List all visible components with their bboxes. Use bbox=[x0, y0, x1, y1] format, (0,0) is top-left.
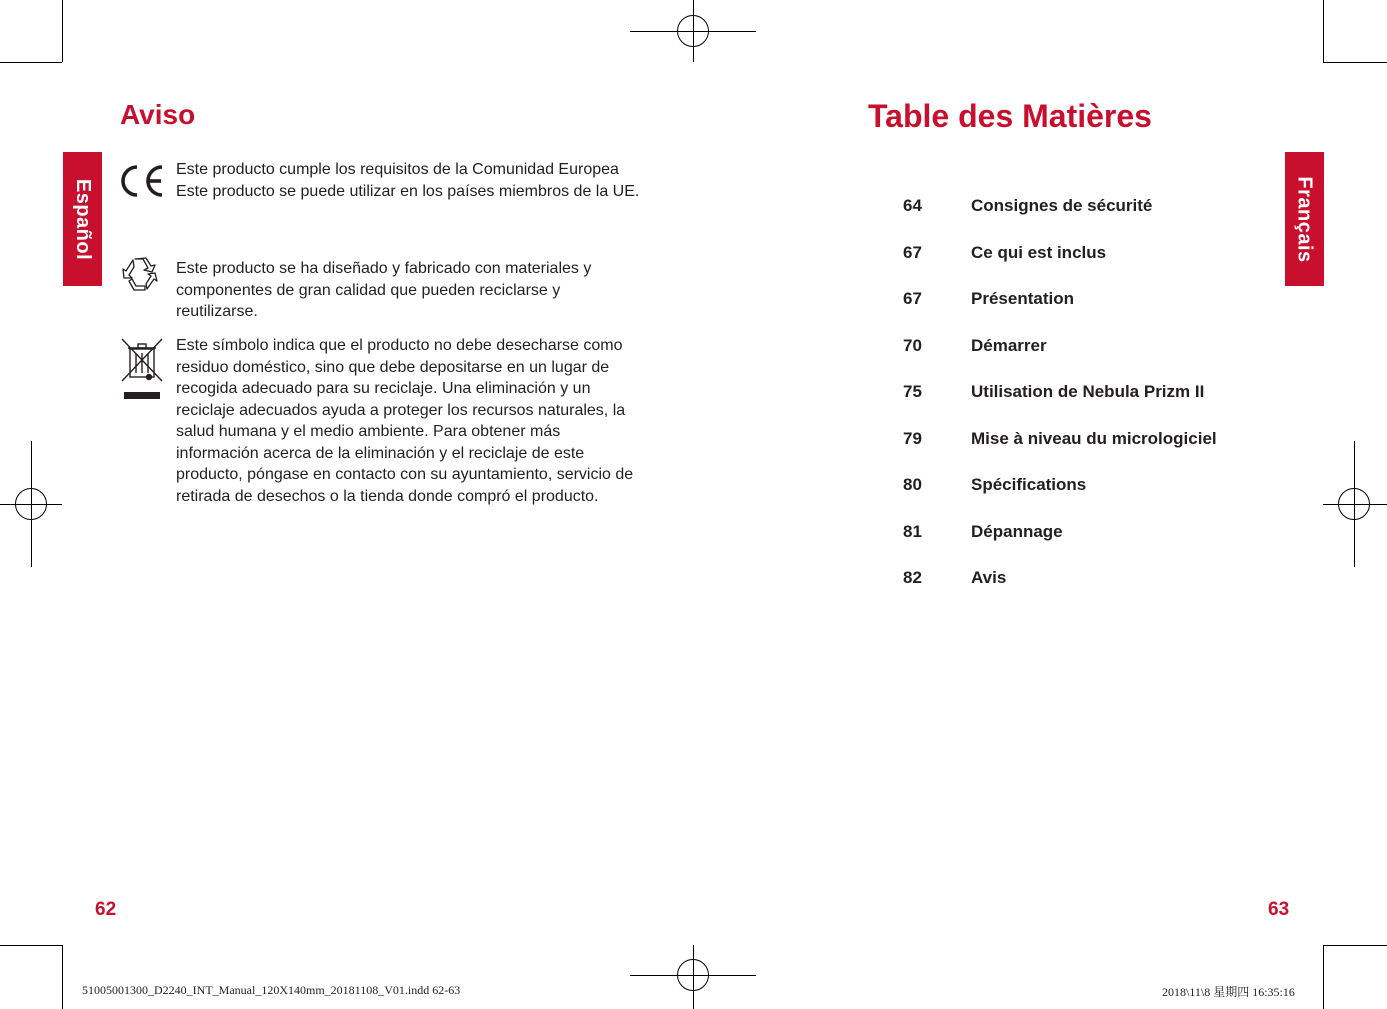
notice-ce bbox=[176, 159, 646, 202]
toc-page-number: 82 bbox=[903, 568, 922, 587]
toc-entry[interactable] bbox=[903, 289, 1217, 336]
notice-paragraph: Este producto se puede utilizar en los países miembros de la UE. bbox=[176, 182, 640, 200]
toc-entry-label: Spécifications bbox=[971, 475, 1087, 494]
table-of-contents bbox=[903, 196, 1217, 615]
crop-mark bbox=[62, 0, 63, 62]
crop-mark bbox=[1323, 62, 1387, 63]
toc-page-number: 64 bbox=[903, 196, 922, 215]
toc-page-number: 70 bbox=[903, 335, 922, 355]
toc-entry-label: Consignes de sécurité bbox=[971, 196, 1153, 215]
crop-mark bbox=[0, 945, 62, 946]
toc-entry-label: Présentation bbox=[971, 289, 1074, 308]
language-tab-espanol bbox=[63, 152, 102, 286]
crop-mark bbox=[0, 62, 62, 63]
notice-paragraph: Este producto cumple los requisitos de la Comunidad Europea bbox=[176, 161, 619, 178]
toc-entry-label: Démarrer bbox=[971, 335, 1047, 355]
crop-mark bbox=[1323, 945, 1324, 1009]
page-title: Aviso bbox=[120, 99, 196, 130]
toc-entry[interactable] bbox=[903, 382, 1217, 429]
toc-entry-label: Utilisation de Nebula Prizm II bbox=[971, 382, 1205, 401]
page-number-right: 63 bbox=[1268, 899, 1290, 920]
toc-page-number: 80 bbox=[903, 475, 922, 494]
toc-page-number: 75 bbox=[903, 382, 922, 401]
toc-entry[interactable] bbox=[903, 475, 1217, 522]
toc-page-number: 67 bbox=[903, 242, 922, 262]
recycle-icon bbox=[120, 256, 158, 297]
notice-paragraph: Este símbolo indica que el producto no debe desecharse como residuo doméstico, sino que debe depositarse en un lugar de recogida adecuado para su reciclaje. Una eliminación y un reciclaje adecuados ayuda a proteger los recursos naturales, la salud humana y el medio ambiente. Para obtener más información acerca de la eliminación y el reciclaje de este producto, póngase en contacto con su ayuntamiento, servicio de retirada de desechos o la tienda donde compró el producto. bbox=[176, 337, 634, 505]
toc-page-number: 81 bbox=[903, 521, 922, 541]
print-slug-timestamp: 2018\11\8 星期四 16:35:16 bbox=[1162, 985, 1295, 999]
toc-page-number: 67 bbox=[903, 289, 922, 308]
weee-bin-icon bbox=[120, 337, 164, 408]
toc-entry[interactable] bbox=[903, 243, 1217, 290]
toc-entry-label: Dépannage bbox=[971, 521, 1063, 541]
print-slug-filename: 51005001300_D2240_INT_Manual_120X140mm_20181108_V01.indd 62-63 bbox=[82, 983, 461, 997]
toc-entry[interactable] bbox=[903, 429, 1217, 476]
crop-mark bbox=[62, 945, 63, 1009]
toc-title: Table des Matières bbox=[868, 98, 1152, 134]
ce-mark-icon bbox=[118, 163, 166, 204]
crop-mark bbox=[1323, 0, 1324, 62]
toc-entry-label: Mise à niveau du micrologiciel bbox=[971, 428, 1217, 448]
toc-entry[interactable] bbox=[903, 522, 1217, 569]
language-tab-label: Español bbox=[72, 178, 95, 260]
crop-mark bbox=[1323, 945, 1387, 946]
notice-recycle bbox=[176, 258, 646, 323]
toc-entry[interactable] bbox=[903, 196, 1217, 243]
toc-entry-label: Ce qui est inclus bbox=[971, 242, 1107, 262]
notice-paragraph: Este producto se ha diseñado y fabricado con materiales y componentes de gran calidad que pueden reciclarse y reutilizarse. bbox=[176, 260, 592, 320]
notice-weee bbox=[176, 335, 646, 507]
toc-entry-label: Avis bbox=[971, 568, 1007, 587]
toc-entry[interactable] bbox=[903, 568, 1217, 615]
language-tab-label: Français bbox=[1294, 175, 1317, 263]
toc-entry[interactable] bbox=[903, 336, 1217, 383]
language-tab-francais bbox=[1285, 152, 1324, 286]
toc-page-number: 79 bbox=[903, 428, 922, 448]
page-number-left: 62 bbox=[95, 899, 117, 920]
